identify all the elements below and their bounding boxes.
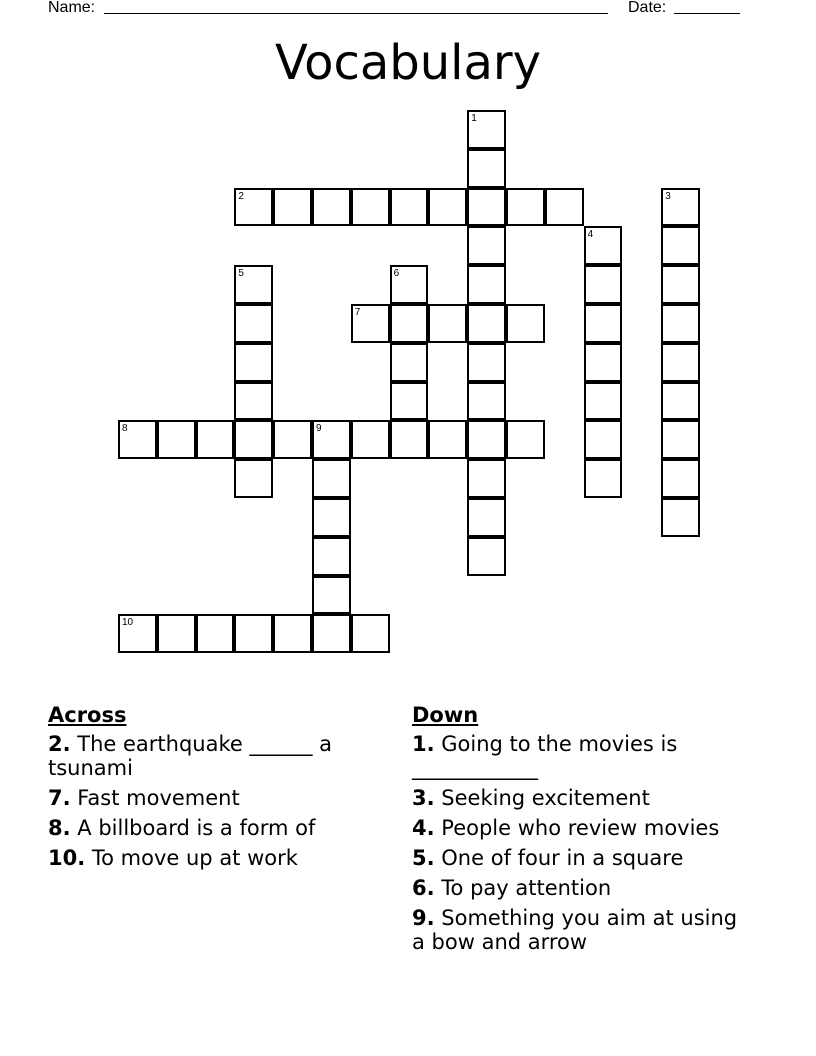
crossword-cell[interactable]	[390, 382, 429, 421]
crossword-cell[interactable]	[661, 420, 700, 459]
crossword-cell[interactable]	[545, 188, 584, 227]
crossword-cell[interactable]	[467, 537, 506, 576]
crossword-cell[interactable]	[428, 420, 467, 459]
clue-number: 1.	[412, 732, 435, 756]
crossword-cell[interactable]	[312, 498, 351, 537]
crossword-cell[interactable]	[584, 459, 623, 498]
crossword-cell[interactable]	[467, 343, 506, 382]
clue-text: To pay attention	[441, 876, 612, 900]
crossword-cell[interactable]	[312, 537, 351, 576]
crossword-cell[interactable]	[467, 149, 506, 188]
crossword-cell[interactable]	[234, 382, 273, 421]
name-label: Name:	[48, 0, 96, 16]
crossword-cell[interactable]	[467, 110, 506, 149]
crossword-cell[interactable]	[196, 614, 235, 653]
crossword-cell[interactable]	[661, 226, 700, 265]
clue-text: Fast movement	[77, 786, 240, 810]
crossword-cell[interactable]	[196, 420, 235, 459]
crossword-cell[interactable]	[467, 304, 506, 343]
clue-item	[412, 732, 752, 780]
clue-item	[48, 786, 368, 810]
crossword-cell[interactable]	[661, 498, 700, 537]
cell-number: 9	[316, 423, 322, 435]
crossword-cell[interactable]	[467, 226, 506, 265]
crossword-cell[interactable]	[234, 304, 273, 343]
cell-number: 7	[354, 307, 361, 318]
crossword-cell[interactable]	[351, 188, 390, 227]
crossword-cell[interactable]	[157, 420, 196, 459]
clue-text: To move up at work	[91, 846, 298, 870]
crossword-cell[interactable]	[351, 304, 390, 343]
crossword-cell[interactable]	[584, 420, 623, 459]
crossword-cell[interactable]	[157, 614, 196, 653]
crossword-cell[interactable]	[584, 382, 623, 421]
clue-item	[48, 732, 368, 780]
cell-number: 2	[238, 190, 244, 202]
cell-number: 10	[122, 617, 134, 629]
crossword-cell[interactable]	[661, 188, 700, 227]
crossword-cell[interactable]	[118, 420, 157, 459]
down-heading: Down	[412, 703, 479, 727]
crossword-cell[interactable]	[467, 498, 506, 537]
cell-number: 5	[238, 268, 244, 280]
clue-number: 8.	[48, 816, 71, 840]
across-heading: Across	[48, 703, 127, 727]
clue-number: 7.	[48, 786, 71, 810]
clue-item	[412, 906, 752, 954]
crossword-cell[interactable]	[234, 265, 273, 304]
cell-number: 4	[587, 229, 594, 241]
crossword-cell[interactable]	[390, 420, 429, 459]
clue-item	[48, 816, 368, 840]
crossword-cell[interactable]	[661, 459, 700, 498]
crossword-cell[interactable]	[234, 420, 273, 459]
crossword-cell[interactable]	[390, 265, 429, 304]
crossword-cell[interactable]	[351, 614, 390, 653]
crossword-cell[interactable]	[312, 459, 351, 498]
crossword-cell[interactable]	[467, 382, 506, 421]
crossword-cell[interactable]	[273, 188, 312, 227]
crossword-cell[interactable]	[390, 304, 429, 343]
crossword-cell[interactable]	[467, 459, 506, 498]
crossword-cell[interactable]	[467, 265, 506, 304]
crossword-cell[interactable]	[661, 343, 700, 382]
page-title: Vocabulary	[274, 35, 542, 91]
crossword-cell[interactable]	[661, 265, 700, 304]
crossword-cell[interactable]	[584, 343, 623, 382]
clue-item	[412, 786, 752, 810]
clue-number: 2.	[48, 732, 71, 756]
cell-number: 6	[393, 268, 400, 280]
clue-number: 10.	[48, 846, 86, 870]
crossword-cell[interactable]	[661, 382, 700, 421]
crossword-cell[interactable]	[428, 304, 467, 343]
clue-number: 9.	[412, 906, 435, 930]
crossword-cell[interactable]	[351, 420, 390, 459]
crossword-cell[interactable]	[467, 420, 506, 459]
crossword-cell[interactable]	[273, 614, 312, 653]
crossword-cell[interactable]	[584, 226, 623, 265]
crossword-cell[interactable]	[234, 614, 273, 653]
clue-text: People who review movies	[441, 816, 720, 840]
crossword-cell[interactable]	[312, 614, 351, 653]
crossword-cell[interactable]	[390, 188, 429, 227]
crossword-cell[interactable]	[506, 420, 545, 459]
crossword-cell[interactable]	[234, 343, 273, 382]
crossword-cell[interactable]	[273, 420, 312, 459]
cell-number: 3	[665, 190, 671, 202]
clue-item	[48, 846, 368, 870]
crossword-cell[interactable]	[118, 614, 157, 653]
crossword-cell[interactable]	[312, 420, 351, 459]
clue-text: The earthquake ______ a tsunami	[48, 732, 333, 780]
clue-number: 4.	[412, 816, 435, 840]
clue-text: A billboard is a form of	[77, 816, 316, 840]
clue-number: 5.	[412, 846, 435, 870]
cell-number: 1	[471, 113, 477, 124]
cell-number: 8	[122, 423, 128, 435]
crossword-cell[interactable]	[506, 188, 545, 227]
crossword-cell[interactable]	[584, 304, 623, 343]
crossword-cell[interactable]	[506, 304, 545, 343]
clue-item	[412, 876, 752, 900]
clue-item	[412, 846, 752, 870]
date-label: Date:	[628, 0, 667, 16]
clue-number: 3.	[412, 786, 435, 810]
down-clues	[412, 700, 752, 960]
crossword-cell[interactable]	[584, 265, 623, 304]
crossword-cell[interactable]	[428, 188, 467, 227]
crossword-cell[interactable]	[234, 188, 273, 227]
clue-item	[412, 816, 752, 840]
crossword-cell[interactable]	[234, 459, 273, 498]
crossword-cell[interactable]	[661, 304, 700, 343]
clue-text: Seeking excitement	[441, 786, 650, 810]
clue-text: Something you aim at using a bow and arrow	[412, 906, 738, 954]
across-clues	[48, 700, 368, 876]
crossword-cell[interactable]	[467, 188, 506, 227]
crossword-cell[interactable]	[312, 576, 351, 615]
clue-text: One of four in a square	[441, 846, 684, 870]
clue-number: 6.	[412, 876, 435, 900]
crossword-cell[interactable]	[312, 188, 351, 227]
crossword-cell[interactable]	[390, 343, 429, 382]
clue-text: Going to the movies is ____________	[412, 732, 678, 780]
